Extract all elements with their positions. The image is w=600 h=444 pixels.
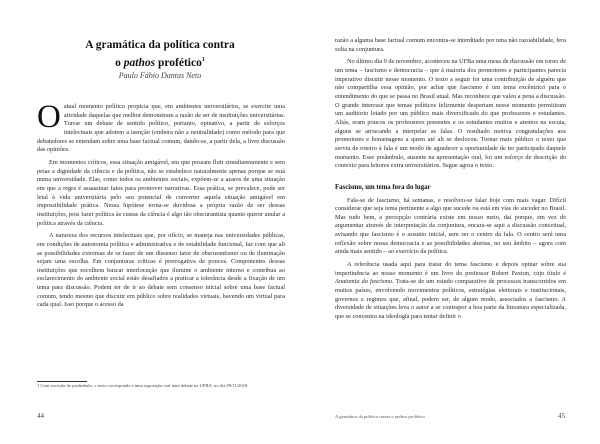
paragraph: No último dia 9 de novembro, aconteceu na UFBa uma mesa de discussão em torno de um tema – fascismo e democracia – que à maioria dos promotores e participantes parecia imperativo discutir nesse momento. O texto a seguir foi uma contribuição de alguém que não compartilha essa opinião, por achar que fascismo é um tema excêntrico para o entendimento do que se passa no Brasil atual. Mas reconhece que valeu a pena a discussão. O grande interesse que temas políticos felizmente despertam nesse momento permitiram um auditório lotado por um público mais diversificado do que professores e estudantes. Aliás, eram poucos os professores presentes e os estudantes muitos e atentos na escuta, alguns se arriscando a interpelar as falas. O resultado motiva congratulações aos promotores e homenagens a quem até ali se deslocou. Tornar mais público o texto que serviu de roteiro à fala é um modo de agradecer a oportunidade de ter participado daquele momento. Esse preâmbulo, ausente na apresentação oral, foi um esforço de descrição do contexto para leitores extra universitários. Segue agora o texto. [335, 58, 566, 170]
title-line-1: A gramática da política contra [85, 39, 235, 51]
article-title: A gramática da política contra o pathos profético$^1$ [85, 39, 235, 69]
section-heading: Fascismo, um tema fora do lugar [335, 183, 431, 191]
footnote-mark: 1 [201, 57, 205, 63]
paragraph: Em momentos críticos, essa situação amigável, em que possam fluir simultaneamente e sem peias a dignidade da ciência e da política, não se estabelece naturalmente apenas porque se está numa universidade. Elas, como todos os ambientes sociais, expõem-se a azares de uma situação em que a regra é assassinar fatos para promover narrativas. Essa prática, se prevalece, pode ser letal à vida universitária pelo seu potencial de converter aquela situação amigável em impossibilidade prática. Nessa hipótese torna-se duvidosa a própria razão de ser dessas instituições, pois fazer política às custas da ciência é algo tão obscurantista quanto querer anular a política através da ciência. [37, 158, 285, 227]
title-italic-word: pathos [123, 56, 156, 69]
paragraph: O atual momento político propicia que, em ambientes universitários, se exercite uma atividade daquelas que melhor demonstram a razão de ser de instituições universitárias. Travar um debate de sentido político, portanto, opinativo, a partir de esforços intelectuais que adotem a isenção (embora não a neutralidade) como método para que debatedores se entendam sobre uma base factual comum, dando-se, a partir dela, a livre discussão das opiniões. [37, 99, 285, 154]
paragraph: razão a alguma base factual comum encontra-se interditado por uma não razoabilidade, fera solta na conjuntura. [335, 37, 566, 53]
author-name: Paulo Fábio Dantas Neto [118, 71, 202, 80]
page-number: 45 [558, 412, 565, 420]
running-head: A gramática da política contra o pathos profético [335, 414, 425, 419]
right-body-column [335, 37, 566, 326]
right-page [300, 0, 600, 444]
paragraph: A referência usada aqui para tratar do tema fascismo e depois opinar sobre sua impertinência ao nosso momento é um livro do professor Robert Paxton, cujo título é Anatomia do fascismo. Trata-se de um estudo comparativo de processos transcorridos em muitos países, envolvendo movimentos políticos, estratégias eleitorais e institucionais, governos e regimes que, afinal, podem ser, de algum modo, associados a fascismo. A diversidade de situações leva o autor a se contrapor a boa parte da literatura especializada, que se concentra na ideologia para tentar definir o [335, 261, 566, 321]
page-number: 44 [37, 412, 44, 420]
footnote-divider [37, 381, 87, 382]
paragraph: Fala-se de fascismo, há semanas, e resolveu-se falar hoje com mais vagar. Difícil considerar que seja tema pertinente a algo que sucede ou está em vias de suceder no Brasil. Mas tudo bem, a percepção contrária existe em nosso meio, daí porque, em vez de argumentar através de interpretação da conjuntura, encara-se aqui a discussão conceitual, avisando que fascismo é o assunto inicial, sem ser o centro da fala. O centro será uma reflexão sobre nossa democracia e as possibilidades abertas, no seu âmbito – agora com ainda mais sentido – ao exercício da política. [335, 196, 566, 256]
book-title: Anatomia do fascismo. [335, 278, 394, 286]
footnote: 1 Com exceção do preâmbulo, o texto corresponde a uma exposição oral num debate na UFBA, no dia 09/11/2018. [37, 383, 249, 388]
left-body-column [37, 99, 285, 314]
drop-cap: O [37, 99, 61, 135]
paragraph: A natureza dos recursos intelectuais que, por ofício, se maneja nas universidades públicas, em condições de autonomia política e administrativa e de estabilidade funcional, faz com que ali as possibilidades extremas de se fazer de um dissenso fator de obscurantismo ou de iluminação sejam uma escolha. Em conjunturas críticas é prerrogativa de poucos. Componentes dessas instituições que escolhem buscar interlocução que ilumine o ambiente interno e contribua ao esclarecimento do ambiente social estão desafiados a praticar a tolerância desde a fixação de um tema para discussão. Podem ter de ir ao debate sem consenso inicial sobre uma base factual comum, tendo mesmo que discutir em público sobre realidades virtuais, havendo um virtual para cada qual. Isso porque o acesso da [37, 232, 285, 309]
